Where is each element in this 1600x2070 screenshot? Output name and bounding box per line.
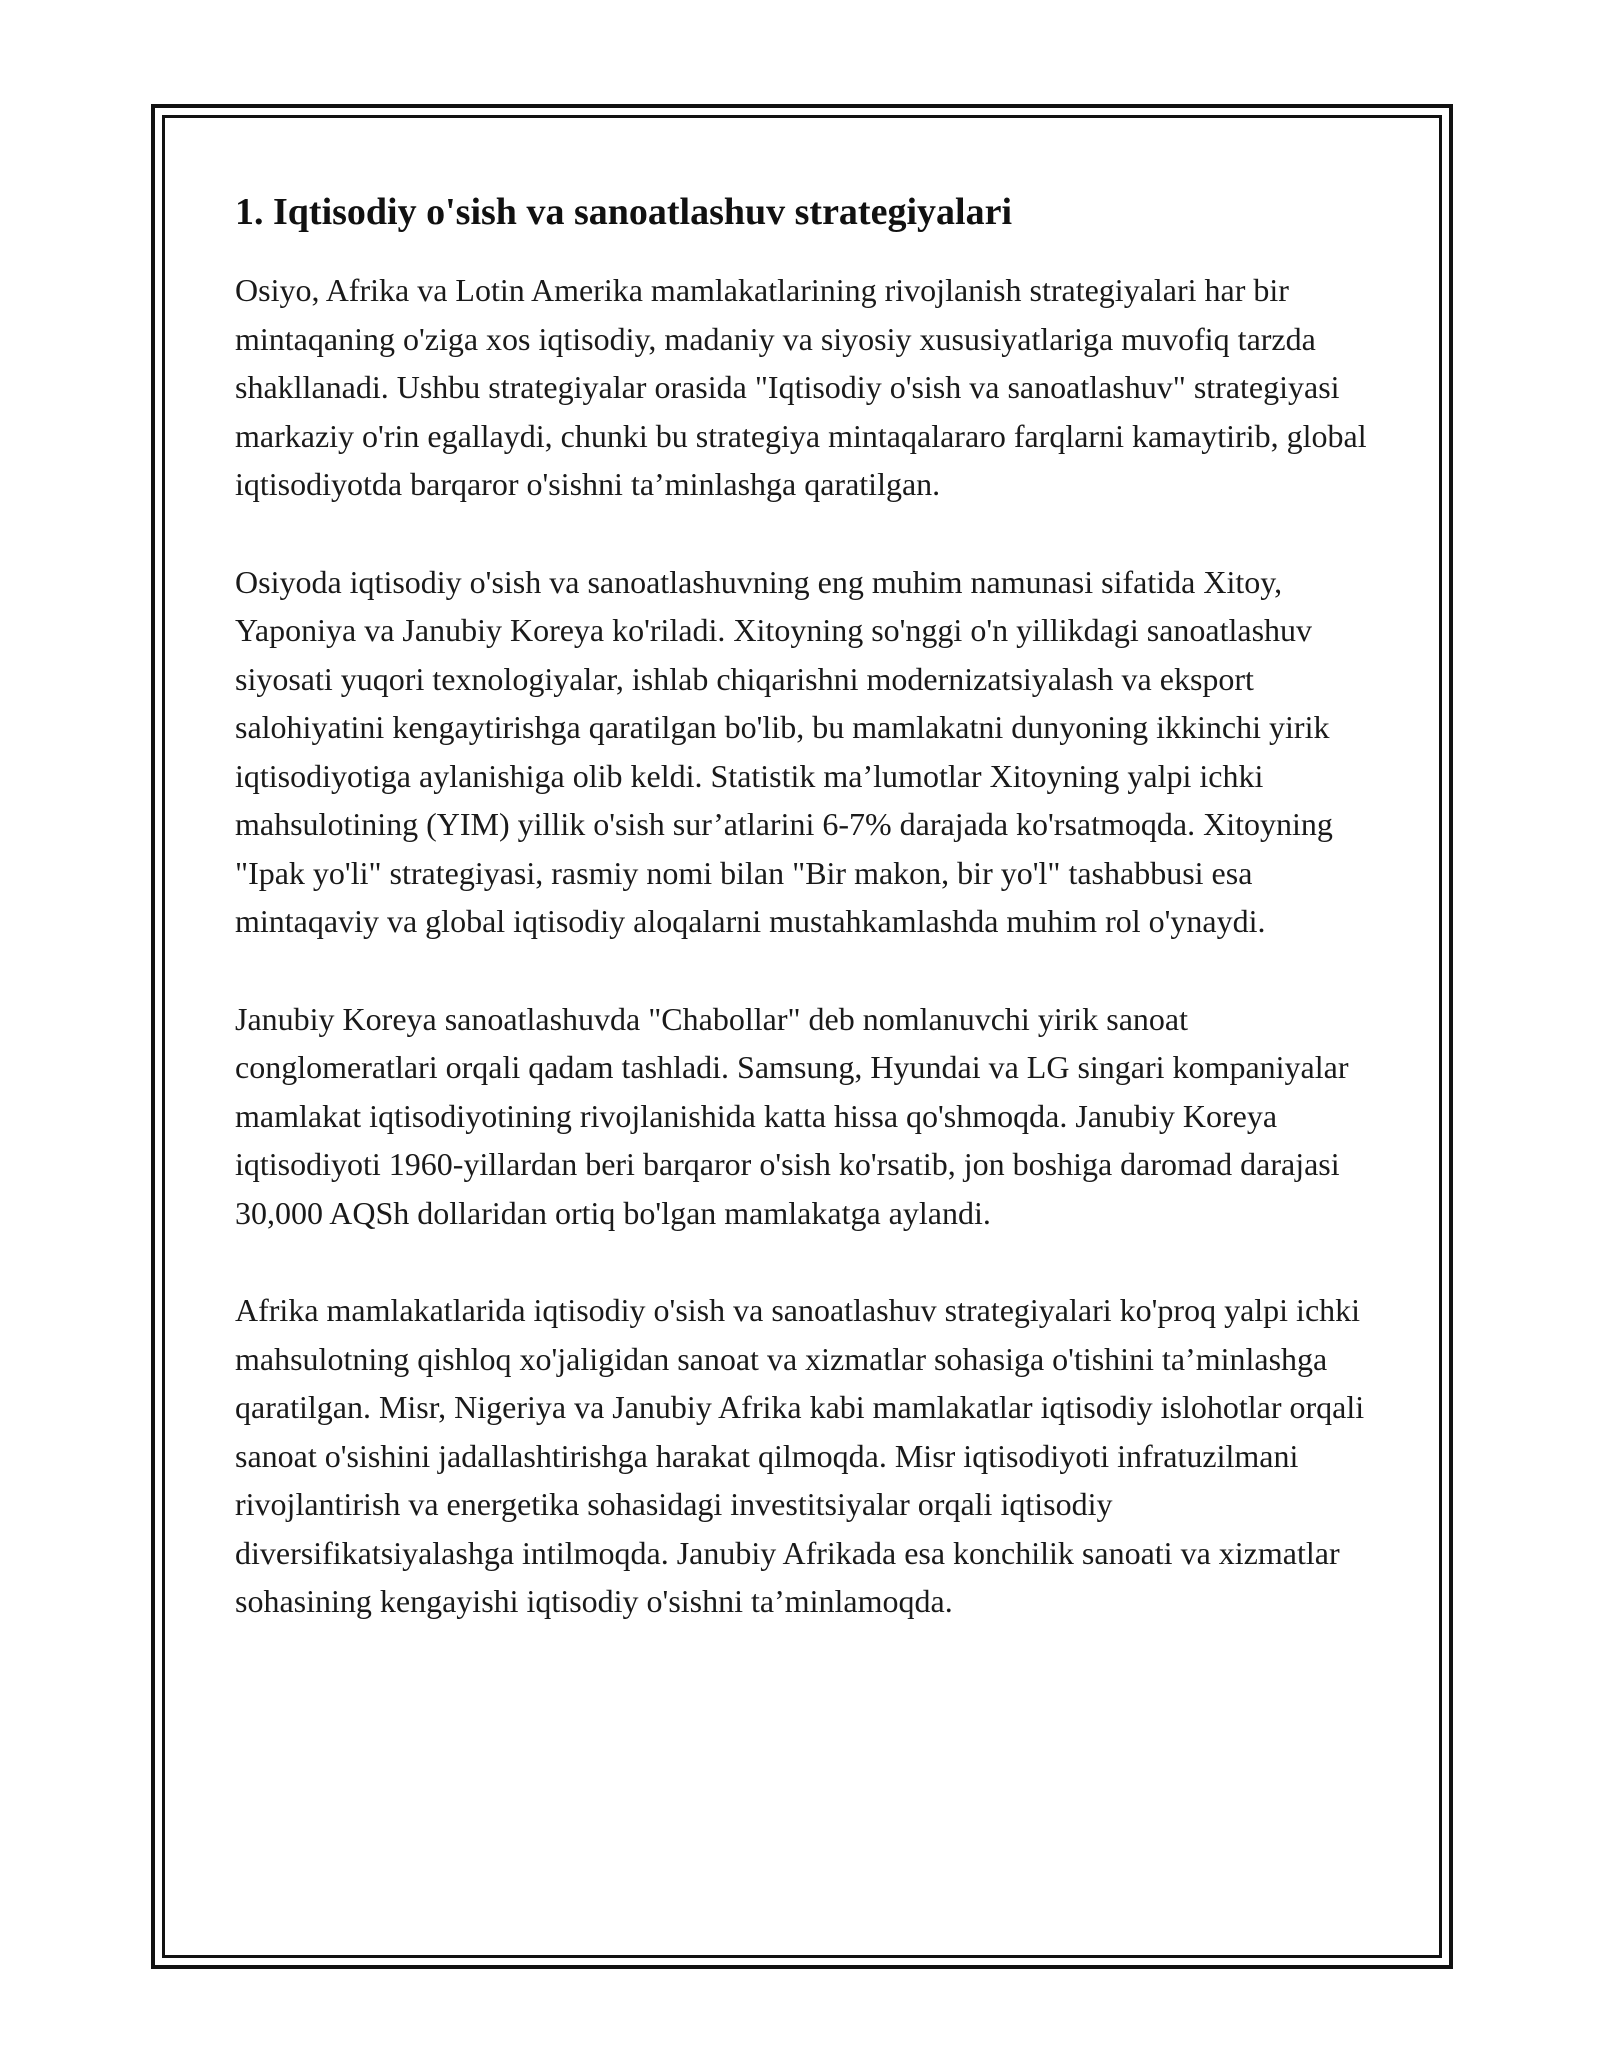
section-heading: 1. Iqtisodiy o's​ish va sanoatlashuv strategiyalari <box>235 191 1012 233</box>
paragraph-asia: Osiyoda iqtisodiy o'sish va sanoatlashuvning eng muhim namunasi sifatida Xitoy, Yaponiya va Janubiy Koreya ko'riladi. Xitoyning so'nggi o'n yillikdagi sanoatlashuv siyosati yuqori texnologiyalar, ishlab chiqarishni modernizatsiyalash va eksport salohiyatini kengaytirishga qaratilgan bo'lib, bu mamlakatni dunyoning ikkinchi yirik iqtisodiyotiga aylanishiga olib keldi. Statistik ma’lumotlar Xitoyning yalpi ichki mahsulotining (YIM) yillik o'sish sur’atlarini 6-7% darajada ko'rsatmoqda. Xitoyning "Ipak yo'li" strategiyasi, rasmiy nomi bilan "Bir makon, bir yo'l" tashabbusi esa mintaqaviy va global iqtisodiy aloqalarni mustahkamlashda muhim rol o'ynaydi. <box>235 563 1333 939</box>
paragraph-africa: Afrika mamlakatlarida iqtisodiy o'sish va sanoatlashuv strategiyalari ko'proq yalpi ichki mahsulotning qishloq xo'jaligidan sanoat va xizmatlar sohasiga o'tishini ta’minlashga qaratilgan. Misr, Nigeriya va Janubiy Afrika kabi mamlakatlar iqtisodiy islohotlar orqali sanoat o'sishini jadallashtirishga harakat qilmoqda. Misr iqtisodiyoti infratuzilmani rivojlantirish va energetika sohasidagi investitsiyalar orqali iqtisodiy diversifikatsiyalashga intilmoqda. Janubiy Afrikada esa konchilik sanoati va xizmatlar sohasining kengayishi iqtisodiy o'sishni ta’minlamoqda. <box>235 1292 1365 1619</box>
document-body <box>235 188 1375 1626</box>
paragraph-intro: Osiyo, Afrika va Lotin Amerika mamlakatlarining rivojlanish strategiyalari har bir mintaqaning o'ziga xos iqtisodiy, madaniy va siyosiy xususiyatlariga muvofiq tarzda shakllanadi. Ushbu strategiyalar orasida "Iqtisodiy o'sish va sanoatlashuv" strategiyasi markaziy o'rin egallaydi, chunki bu strategiya mintaqalararo farqlarni kamaytirib, global iqtisodiyotda barqaror o'sishni ta’minlashga qaratilgan. <box>235 272 1367 502</box>
paragraph-south-korea: Janubiy Koreya sanoatlashuvda "Chabollar" deb nomlanuvchi yirik sanoat conglomeratlari orqali qadam tashladi. Samsung, Hyundai va LG singari kompaniyalar mamlakat iqtisodiyotining rivojlanishida katta hissa qo'shmoqda. Janubiy Koreya iqtisodiyoti 1960-yillardan beri barqaror o'sish ko'rsatib, jon boshiga daromad darajasi 30,000 AQSh dollaridan ortiq bo'lgan mamlakatga aylandi. <box>235 1000 1349 1231</box>
